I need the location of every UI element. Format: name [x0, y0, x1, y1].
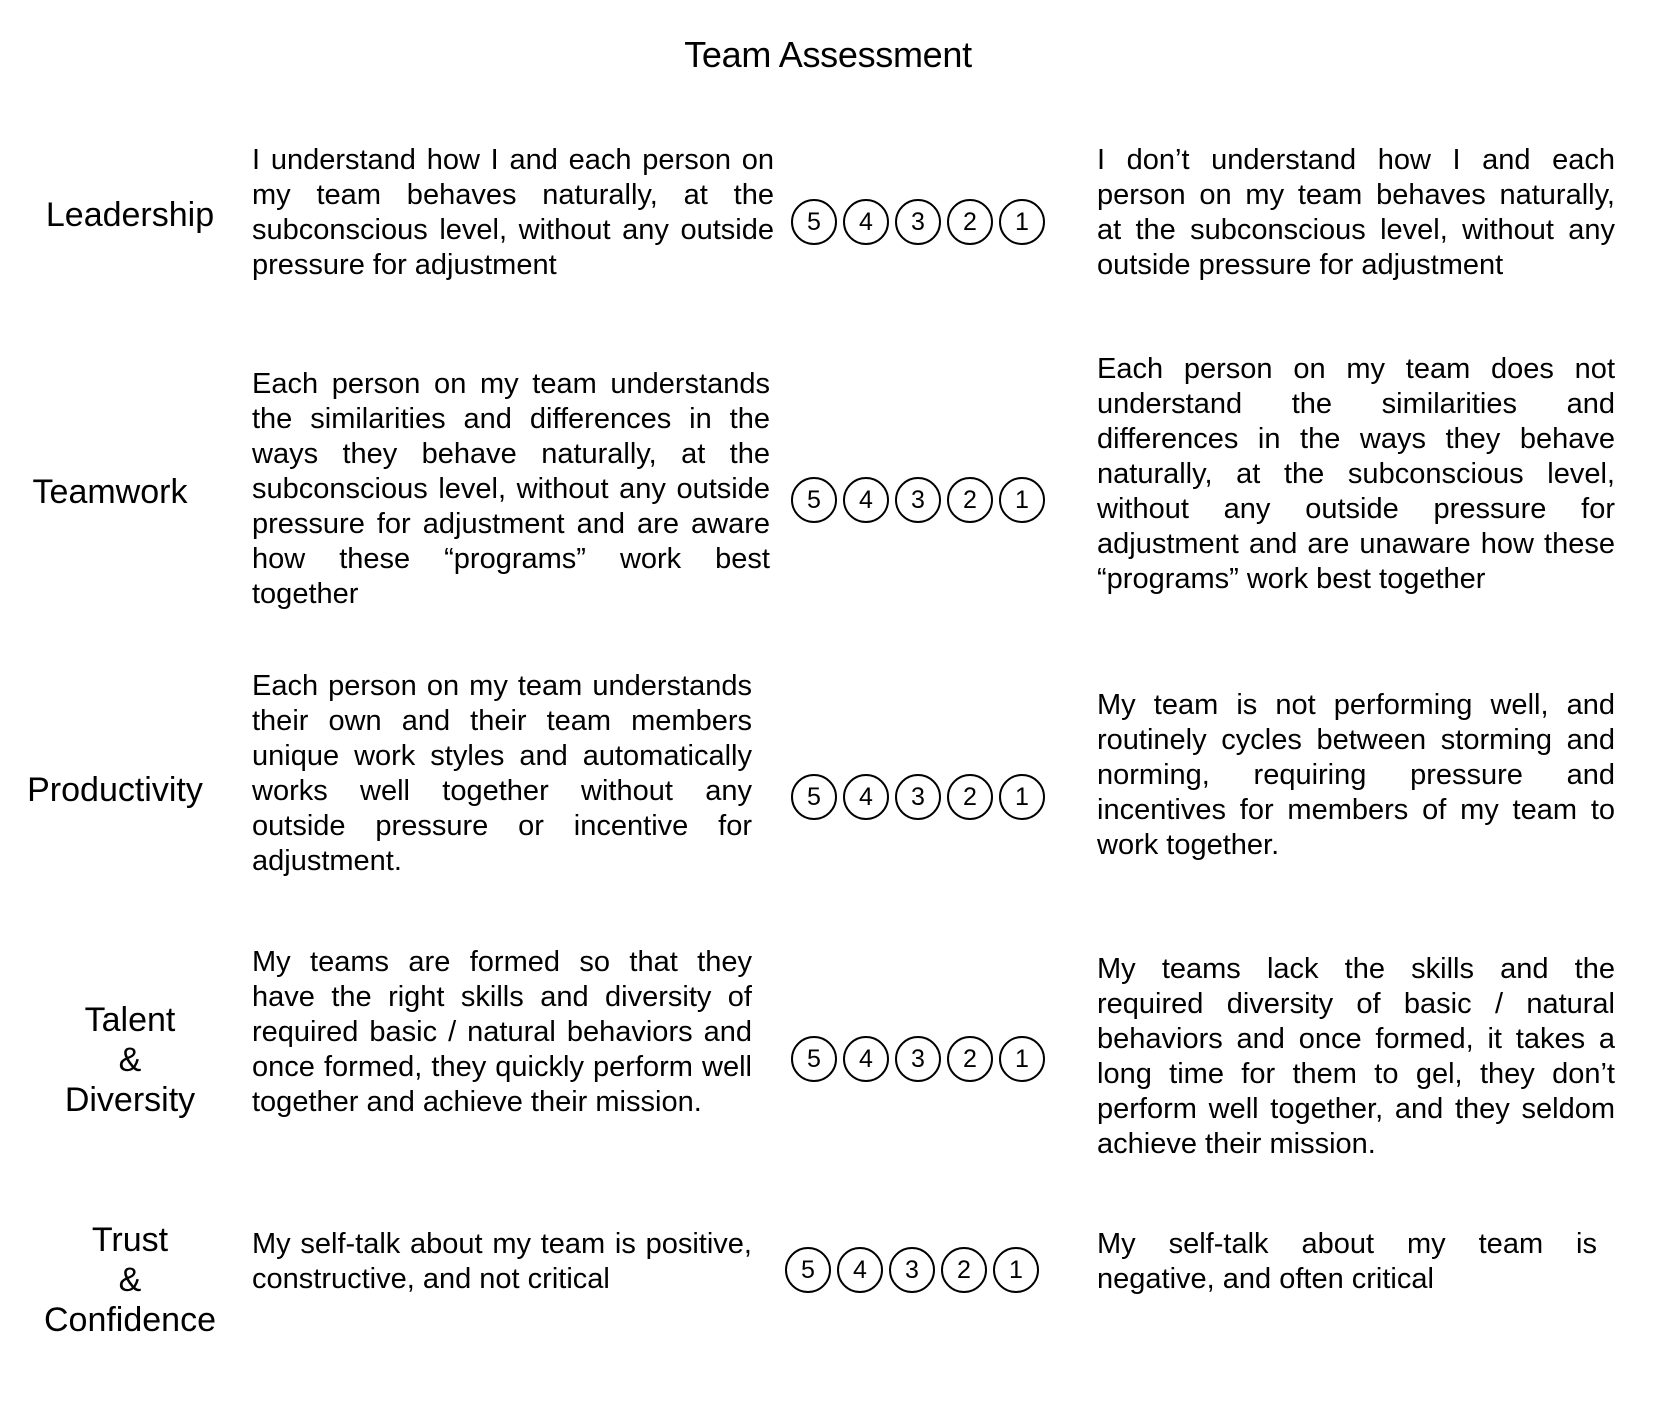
rating-scale: [785, 1247, 1039, 1293]
rating-option-4[interactable]: 4: [837, 1247, 883, 1293]
category-label: Teamwork: [32, 473, 188, 511]
rating-scale: [791, 1036, 1045, 1082]
rating-option-2[interactable]: 2: [947, 199, 993, 245]
positive-statement: Each person on my team understands their own and their team members unique work styles and automatically works well together without any outside pressure or incentive for adjustment.: [252, 670, 752, 877]
positive-statement: My self-talk about my team is positive, constructive, and not critical: [252, 1228, 752, 1295]
positive-statement: Each person on my team understands the similarities and differences in the ways they behave naturally, at the subconscious level, without any outside pressure for adjustment and are aware how these “programs” work best together: [252, 368, 770, 610]
rating-option-5[interactable]: 5: [785, 1247, 831, 1293]
rating-option-1[interactable]: 1: [999, 1036, 1045, 1082]
negative-statement: My self-talk about my team is negative, and often critical: [1097, 1228, 1597, 1295]
rating-option-5[interactable]: 5: [791, 774, 837, 820]
rating-option-1[interactable]: 1: [999, 774, 1045, 820]
page-title-text: Team Assessment: [684, 34, 972, 75]
rating-option-5[interactable]: 5: [791, 1036, 837, 1082]
category-label: Trust & Confidence: [43, 1221, 216, 1339]
negative-statement: Each person on my team does not understand the similarities and differences in the ways they behave naturally, at the subconscious level, without any outside pressure for adjustment and are unaware how these “programs” work best together: [1097, 353, 1615, 595]
rating-scale: [791, 477, 1045, 523]
negative-statement: My teams lack the skills and the required diversity of basic / natural behaviors and once formed, it takes a long time for them to gel, they don’t perform well together, and they seldom achieve their mission.: [1097, 953, 1615, 1160]
rating-option-3[interactable]: 3: [895, 1036, 941, 1082]
positive-statement: I understand how I and each person on my team behaves naturally, at the subconscious level, without any outside pressure for adjustment: [252, 144, 774, 281]
negative-statement: My team is not performing well, and routinely cycles between storming and norming, requiring pressure and incentives for members of my team to work together.: [1097, 689, 1615, 861]
rating-option-1[interactable]: 1: [999, 477, 1045, 523]
rating-option-4[interactable]: 4: [843, 199, 889, 245]
rating-option-5[interactable]: 5: [791, 477, 837, 523]
positive-statement: My teams are formed so that they have the right skills and diversity of required basic / natural behaviors and once formed, they quickly perform well together and achieve their mission.: [252, 946, 752, 1118]
rating-option-3[interactable]: 3: [895, 477, 941, 523]
rating-option-3[interactable]: 3: [895, 199, 941, 245]
rating-option-3[interactable]: 3: [895, 774, 941, 820]
rating-scale: [791, 199, 1045, 245]
rating-scale: [791, 774, 1045, 820]
rating-option-4[interactable]: 4: [843, 477, 889, 523]
rating-option-5[interactable]: 5: [791, 199, 837, 245]
negative-statement: I don’t understand how I and each person on my team behaves naturally, at the subconscious level, without any outside pressure for adjustment: [1097, 144, 1615, 281]
rating-option-4[interactable]: 4: [843, 774, 889, 820]
category-label: Productivity: [27, 771, 203, 809]
category-label: Talent & Diversity: [64, 1001, 196, 1119]
rating-option-4[interactable]: 4: [843, 1036, 889, 1082]
rating-option-2[interactable]: 2: [947, 1036, 993, 1082]
page-title: [0, 34, 1672, 76]
rating-option-2[interactable]: 2: [947, 774, 993, 820]
rating-option-1[interactable]: 1: [993, 1247, 1039, 1293]
category-label: Leadership: [45, 196, 215, 234]
rating-option-1[interactable]: 1: [999, 199, 1045, 245]
rating-option-2[interactable]: 2: [947, 477, 993, 523]
rating-option-3[interactable]: 3: [889, 1247, 935, 1293]
rating-option-2[interactable]: 2: [941, 1247, 987, 1293]
